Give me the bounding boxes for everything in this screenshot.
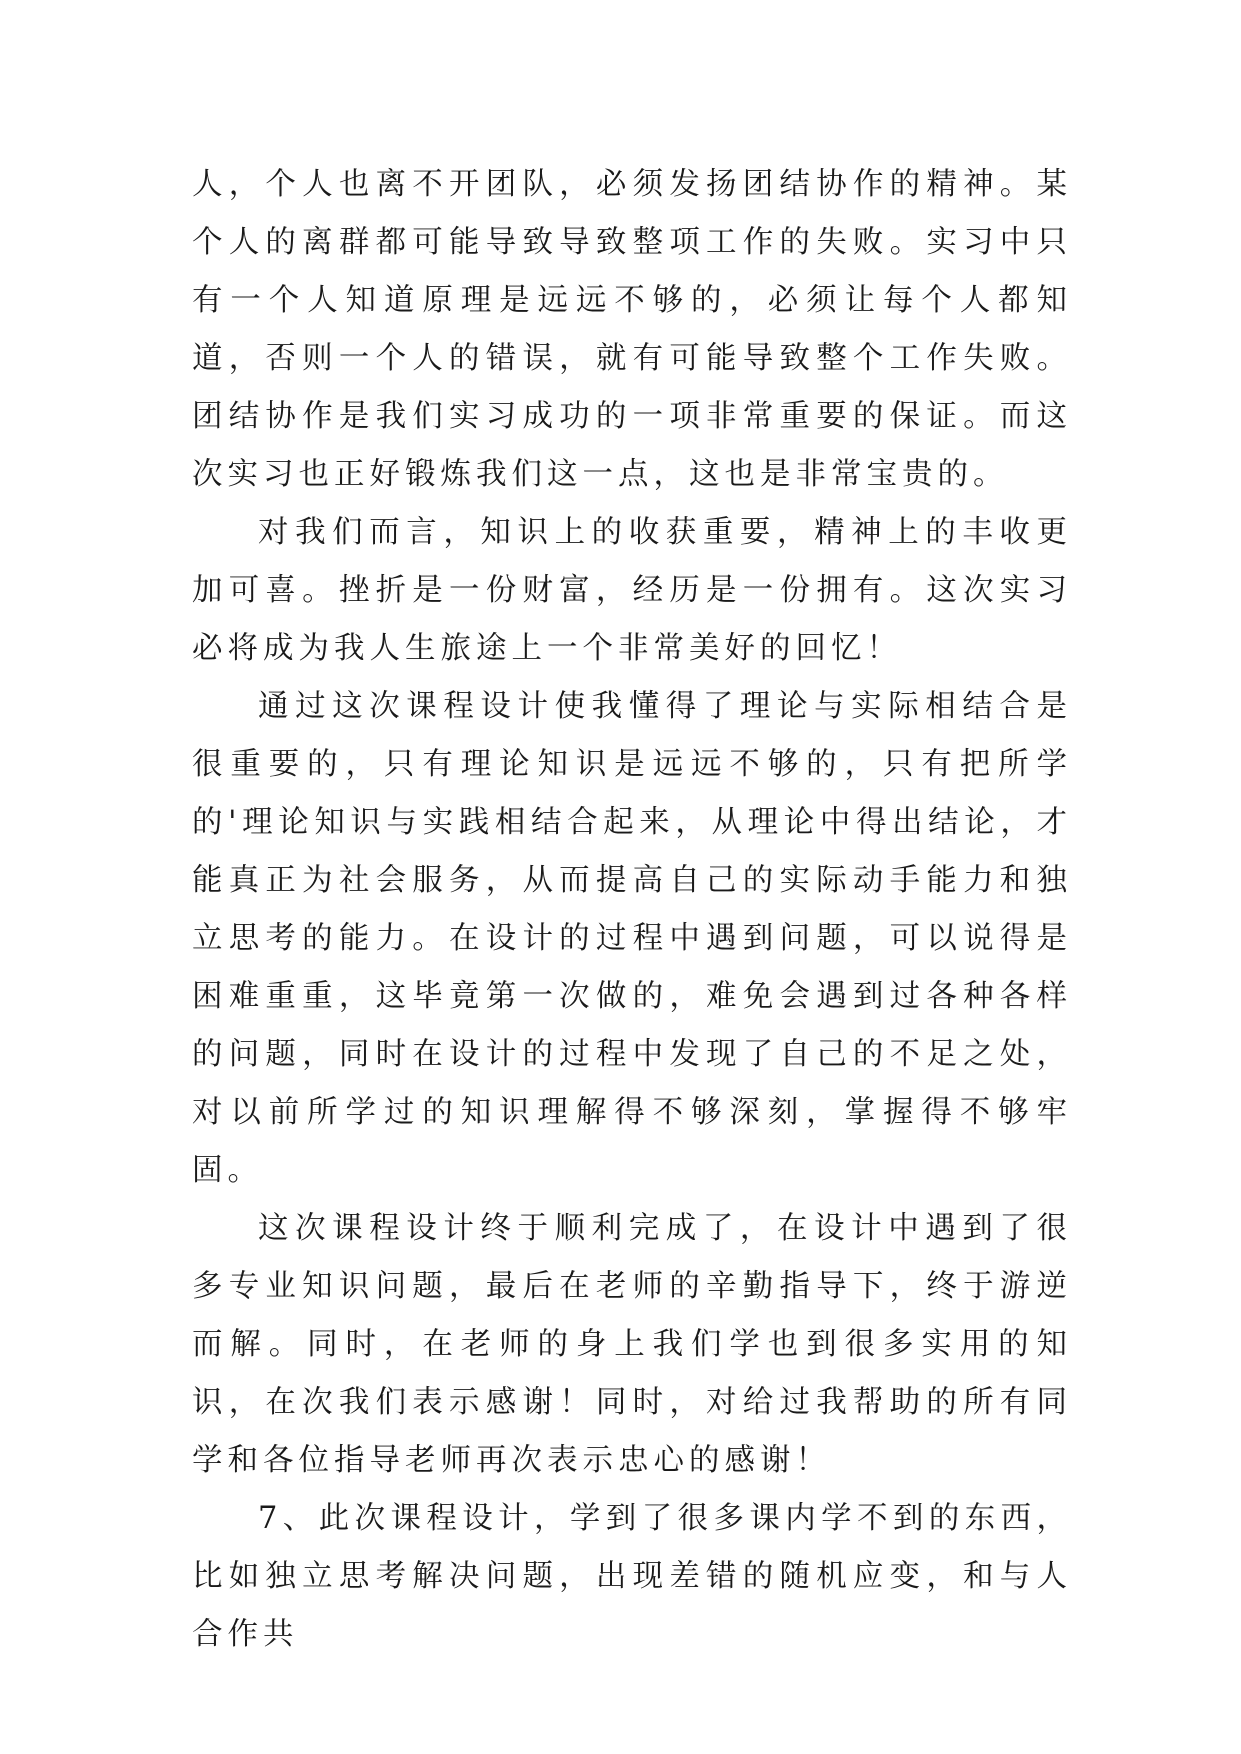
paragraph-theory-practice: 通过这次课程设计使我懂得了理论与实际相结合是很重要的，只有理论知识是远远不够的，只有把所学的'理论知识与实践相结合起来，从理论中得出结论，才能真正为社会服务，从而提高自己的实际动手能力和独立思考的能力。在设计的过程中遇到问题，可以说得是困难重重，这毕竟第一次做的，难免会遇到过各种各样的问题，同时在设计的过程中发现了自己的不足之处，对以前所学过的知识理解得不够深刻，掌握得不够牢固。 <box>192 689 1072 1188</box>
document-body <box>192 156 1072 1664</box>
paragraph-thanks: 这次课程设计终于顺利完成了，在设计中遇到了很多专业知识问题，最后在老师的辛勤指导下，终于游逆而解。同时，在老师的身上我们学也到很多实用的知识，在次我们表示感谢！同时，对给过我帮助的所有同学和各位指导老师再次表示忠心的感谢！ <box>192 1211 1072 1478</box>
paragraph-item-7: 7、此次课程设计，学到了很多课内学不到的东西，比如独立思考解决问题，出现差错的随机应变，和与人合作共 <box>192 1501 1072 1652</box>
paragraph-teamwork: 人，个人也离不开团队，必须发扬团结协作的精神。某个人的离群都可能导致导致整项工作的失败。实习中只有一个人知道原理是远远不够的，必须让每个人都知道，否则一个人的错误，就有可能导致整个工作失败。团结协作是我们实习成功的一项非常重要的保证。而这次实习也正好锻炼我们这一点，这也是非常宝贵的。 <box>192 167 1072 492</box>
paragraph-gains: 对我们而言，知识上的收获重要，精神上的丰收更加可喜。挫折是一份财富，经历是一份拥有。这次实习必将成为我人生旅途上一个非常美好的回忆！ <box>192 515 1072 666</box>
